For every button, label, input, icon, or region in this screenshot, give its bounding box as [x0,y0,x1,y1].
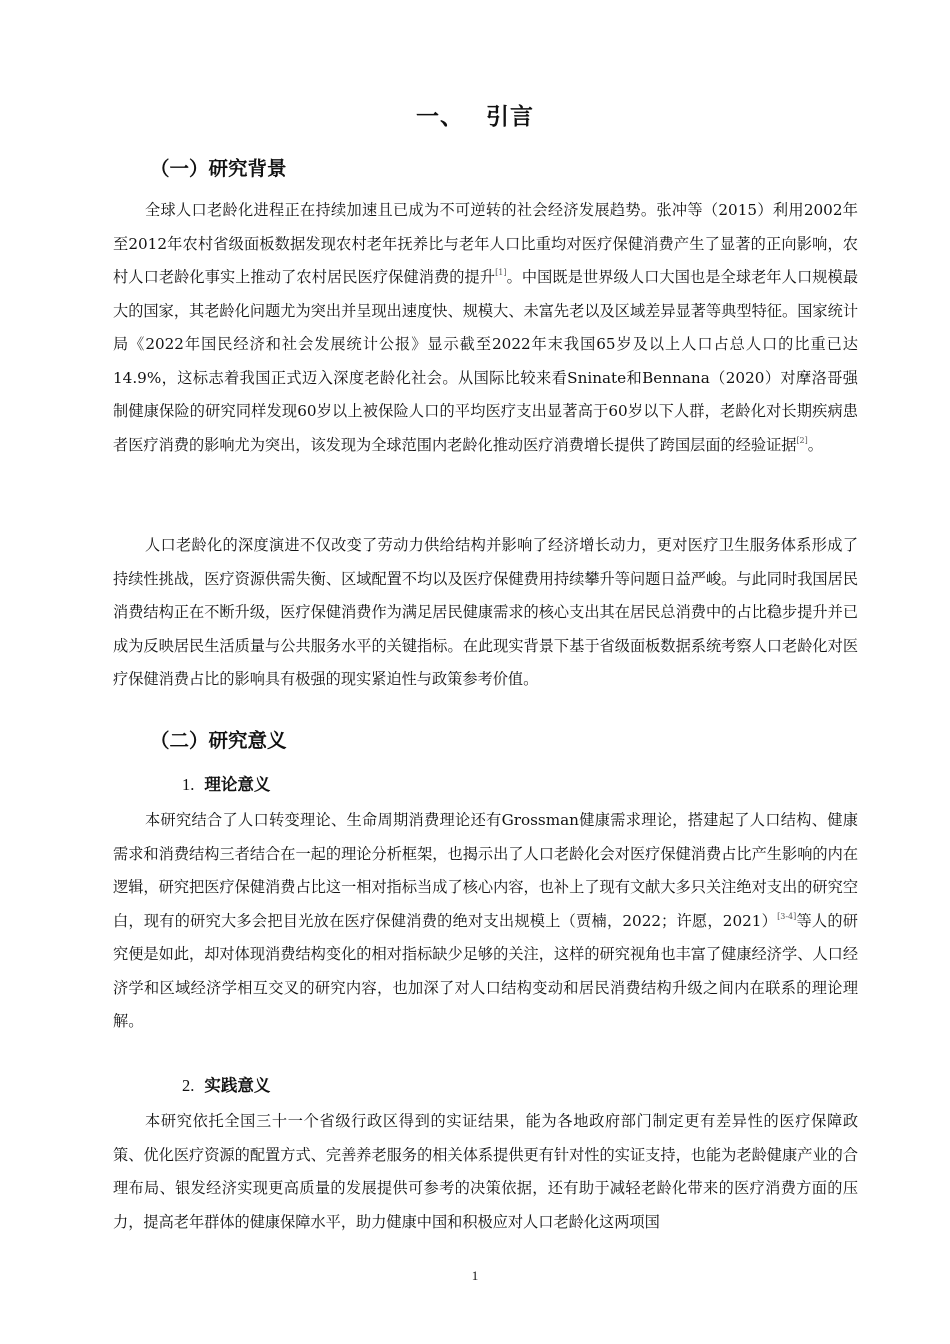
chapter-number: 一、 [416,104,464,130]
chapter-title [0,98,950,131]
paragraph-text: 等人的研究便是如此，却对体现消费结构变化的相对指标缺少足够的关注，这样的研究视角也丰富了健康经济学、人口经济学和区域经济学相互交叉的研究内容，也加深了对人口结构变动和居民消费结构升级之间内在联系的理论理解。 [113,911,858,1030]
paragraph-background-1 [113,194,858,462]
chapter-title-text: 引言 [486,104,534,130]
citation-2[interactable]: [2] [796,435,808,445]
paragraph-text: 本研究结合了人口转变理论、生命周期消费理论还有Grossman健康需求理论，搭建起了人口结构、健康需求和消费结构三者结合在一起的理论分析框架，也揭示出了人口老龄化会对医疗保健消费占比产生影响的内在逻辑，研究把医疗保健消费占比这一相对指标当成了核心内容，也补上了现有文献大多只关注绝对支出的研究空白，现有的研究大多会把目光放在医疗保健消费的绝对支出规模上（贾楠，2022；许愿，2021） [113,811,858,930]
paragraph-practice [113,1105,858,1239]
paragraph-theory [113,804,858,1039]
paragraph-background-2 [113,529,858,697]
paragraph-text: 本研究依托全国三十一个省级行政区得到的实证结果，能为各地政府部门制定更有差异性的医疗保障政策、优化医疗资源的配置方式、完善养老服务的相关体系提供更有针对性的实证支持，也能为老龄健康产业的合理布局、银发经济实现更高质量的发展提供可参考的决策依据，还有助于减轻老龄化带来的医疗消费方面的压力，提高老年群体的健康保障水平，助力健康中国和积极应对人口老龄化这两项国 [113,1112,858,1231]
citation-3-4[interactable]: [3-4] [777,911,797,921]
subsection-title: 实践意义 [204,1076,271,1095]
section-heading-significance: （二）研究意义 [150,729,287,752]
subsection-number: 1. [182,775,195,794]
section-heading-background: （一）研究背景 [150,157,287,180]
paragraph-text: 。 [807,435,823,454]
paragraph-text: 人口老龄化的深度演进不仅改变了劳动力供给结构并影响了经济增长动力，更对医疗卫生服务体系形成了持续性挑战，医疗资源供需失衡、区域配置不均以及医疗保健费用持续攀升等问题日益严峻。与此同时我国居民消费结构正在不断升级，医疗保健消费作为满足居民健康需求的核心支出其在居民总消费中的占比稳步提升并已成为反映居民生活质量与公共服务水平的关键指标。在此现实背景下基于省级面板数据系统考察人口老龄化对医疗保健消费占比的影响具有极强的现实紧迫性与政策参考价值。 [113,536,858,688]
paragraph-text: 全球人口老龄化进程正在持续加速且已成为不可逆转的社会经济发展趋势。张冲等（2015）利用2002年至2012年农村省级面板数据发现农村老年抚养比与老年人口比重均对医疗保健消费产生了显著的正向影响，农村人口老龄化事实上推动了农村居民医疗保健消费的提升 [113,201,858,286]
page-number: 1 [471,1268,479,1283]
subsection-number: 2. [182,1076,195,1095]
subsection-heading-theory [182,771,270,795]
citation-1[interactable]: [1] [495,268,507,277]
subsection-title: 理论意义 [204,775,271,794]
subsection-heading-practice [182,1072,270,1096]
paragraph-text: 。中国既是世界级人口大国也是全球老年人口规模最大的国家，其老龄化问题尤为突出并呈现出速度快、规模大、未富先老以及区域差异显著等典型特征。国家统计局《2022年国民经济和社会发展统计公报》显示截至2022年末我国65岁及以上人口占总人口的比重已达14.9%，这标志着我国正式迈入深度老龄化社会。从国际比较来看Sninate和Bennana（2020）对摩洛哥强制健康保险的研究同样发现60岁以上被保险人口的平均医疗支出显著高于60岁以下人群，老龄化对长期疾病患者医疗消费的影响尤为突出，该发现为全球范围内老龄化推动医疗消费增长提供了跨国层面的经验证据 [113,268,859,454]
